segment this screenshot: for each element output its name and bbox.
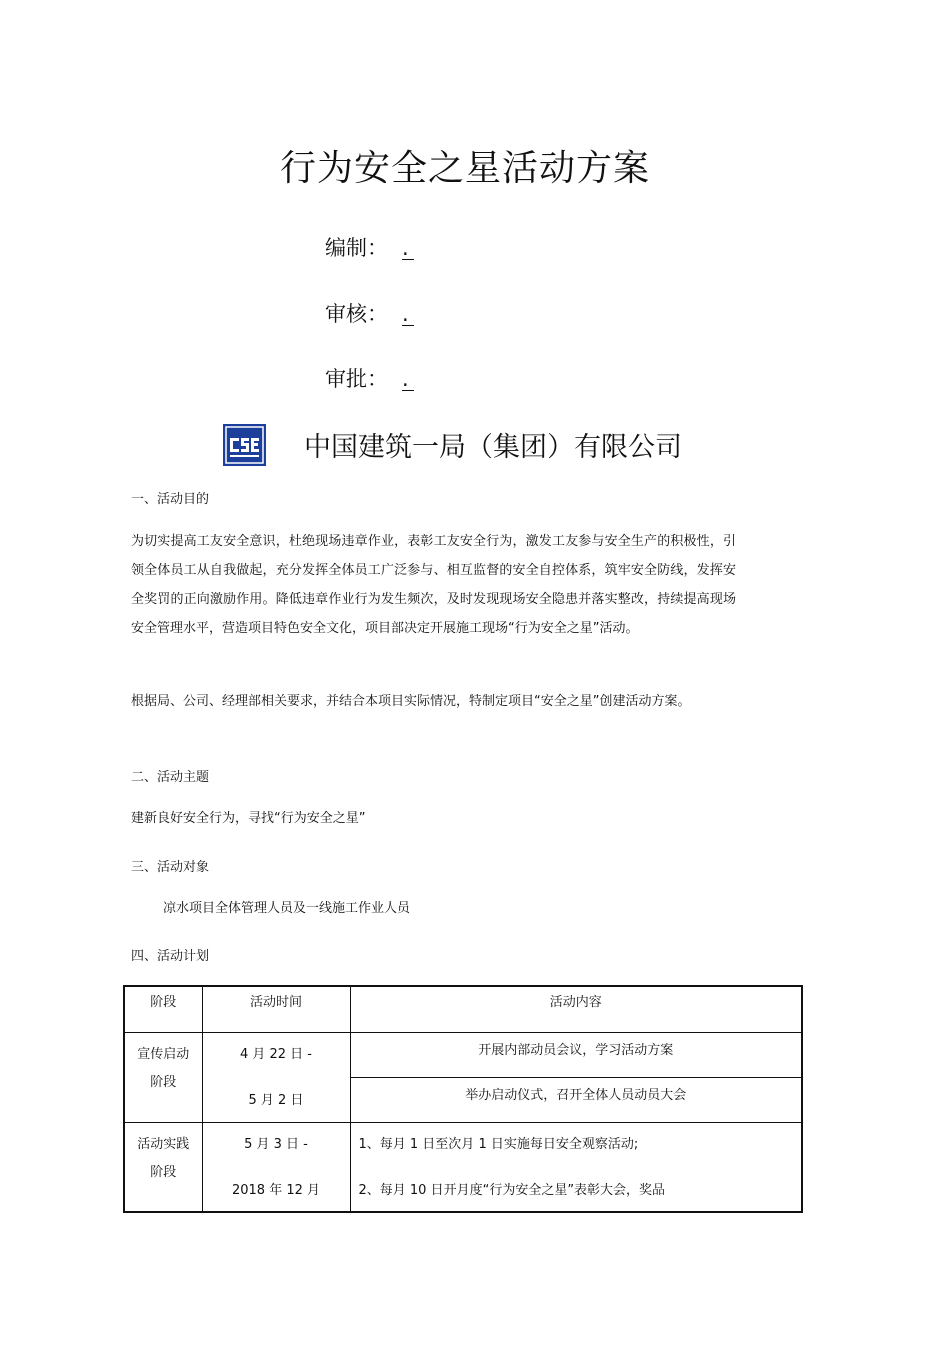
signature-label: 编制： [325, 236, 388, 260]
table-cell-time: 5 月 3 日 - 2018 年 12 月 [202, 1122, 350, 1212]
section-heading-target: 三、活动对象 [131, 860, 210, 875]
table-cell-content: 1、每月 1 日至次月 1 日实施每日安全观察活动; 2、每月 10 日开月度“行为安全之星”表彰大会，奖品 [350, 1122, 802, 1212]
table-header-cell: 活动内容 [350, 986, 802, 1032]
signature-value: . [402, 368, 414, 391]
paragraph-basis: 根据局、公司、经理部相关要求，并结合本项目实际情况，特制定项目“安全之星”创建活动方案。 [131, 694, 691, 709]
signature-row-compile [325, 232, 414, 262]
signature-value: . [402, 303, 414, 326]
company-name: 中国建筑一局（集团）有限公司 [304, 432, 682, 463]
paragraph-target: 凉水项目全体管理人员及一线施工作业人员 [163, 901, 411, 916]
document-title: 行为安全之星活动方案 [279, 148, 650, 189]
table-cell-time: 4 月 22 日 - 5 月 2 日 [202, 1032, 350, 1122]
cscec-logo-icon [223, 424, 266, 466]
table-cell-content: 开展内部动员会议，学习活动方案 [350, 1032, 802, 1077]
table-header-cell: 活动时间 [202, 986, 350, 1032]
signature-value: . [402, 237, 414, 260]
section-heading-plan: 四、活动计划 [131, 949, 210, 964]
paragraph-purpose: 为切实提高工友安全意识，杜绝现场违章作业，表彰工友安全行为，激发工友参与安全生产的积极性，引领全体员工从自我做起，充分发挥全体员工广泛参与、相互监督的安全自控体系，筑牢安全防线，发挥安全奖罚的正向激励作用。降低违章作业行为发生频次，及时发现现场安全隐患并落实整改，持续提高现场安全管理水平，营造项目特色安全文化，项目部决定开展施工现场“行为安全之星”活动。 [131, 534, 736, 636]
table-cell-stage: 活动实践阶段 [124, 1122, 202, 1212]
signature-label: 审批： [325, 367, 388, 391]
table-header-row [124, 986, 802, 1032]
activity-plan-table [123, 985, 803, 1213]
signature-row-review [325, 298, 414, 328]
table-row [124, 1032, 802, 1077]
table-cell-stage: 宣传启动阶段 [124, 1032, 202, 1122]
table-header-cell: 阶段 [124, 986, 202, 1032]
table-cell-content: 举办启动仪式，召开全体人员动员大会 [350, 1077, 802, 1122]
table-row [124, 1122, 802, 1212]
signature-label: 审核： [325, 302, 388, 326]
paragraph-theme: 建新良好安全行为，寻找“行为安全之星” [131, 811, 366, 826]
section-heading-theme: 二、活动主题 [131, 770, 210, 785]
section-heading-purpose: 一、活动目的 [131, 492, 210, 507]
signature-row-approve [325, 363, 414, 393]
